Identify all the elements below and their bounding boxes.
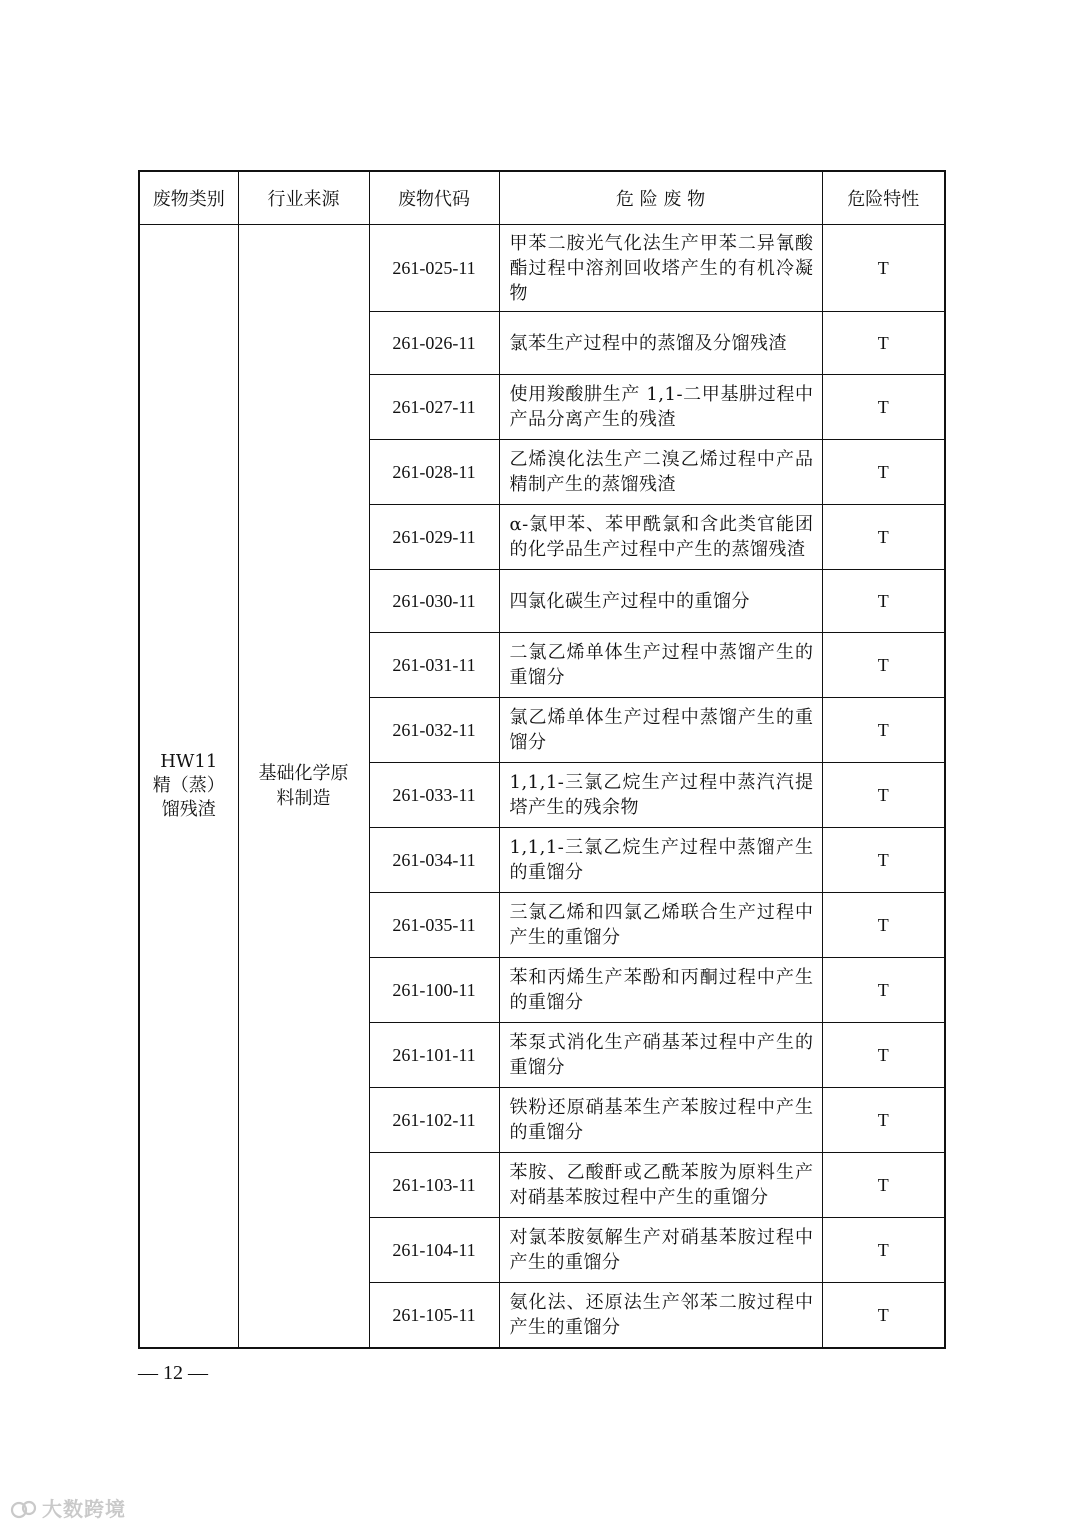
page-number: — 12 — xyxy=(138,1362,208,1384)
waste-code: 261-027-11 xyxy=(369,375,499,440)
waste-code: 261-035-11 xyxy=(369,893,499,958)
waste-code: 261-034-11 xyxy=(369,828,499,893)
hazard-characteristic: T xyxy=(822,1088,945,1153)
waste-code: 261-100-11 xyxy=(369,958,499,1023)
waste-code: 261-103-11 xyxy=(369,1153,499,1218)
source-line2: 料制造 xyxy=(276,788,331,809)
waste-code: 261-033-11 xyxy=(369,763,499,828)
watermark xyxy=(10,1493,126,1522)
hazard-characteristic: T xyxy=(822,1218,945,1283)
industry-source-cell xyxy=(238,225,369,1349)
waste-description: 二氯乙烯单体生产过程中蒸馏产生的重馏分 xyxy=(499,633,822,698)
waste-description: 苯胺、乙酸酐或乙酰苯胺为原料生产对硝基苯胺过程中产生的重馏分 xyxy=(499,1153,822,1218)
hazard-characteristic: T xyxy=(822,1283,945,1349)
waste-description: 乙烯溴化法生产二溴乙烯过程中产品精制产生的蒸馏残渣 xyxy=(499,440,822,505)
waste-description: α-氯甲苯、苯甲酰氯和含此类官能团的化学品生产过程中产生的蒸馏残渣 xyxy=(499,505,822,570)
waste-description: 四氯化碳生产过程中的重馏分 xyxy=(499,570,822,633)
waste-category-cell xyxy=(139,225,238,1349)
category-name-line1: 精（蒸） xyxy=(152,775,225,796)
waste-description: 氯乙烯单体生产过程中蒸馏产生的重馏分 xyxy=(499,698,822,763)
waste-code: 261-025-11 xyxy=(369,225,499,312)
cloud-logo-icon xyxy=(10,1499,38,1519)
hazard-characteristic: T xyxy=(822,440,945,505)
hazard-characteristic: T xyxy=(822,375,945,440)
category-name-line2: 馏残渣 xyxy=(161,799,216,820)
hazard-characteristic: T xyxy=(822,958,945,1023)
watermark-text: 大数跨境 xyxy=(42,1497,126,1521)
waste-code: 261-104-11 xyxy=(369,1218,499,1283)
header-waste: 危 险 废 物 xyxy=(499,171,822,225)
hazard-characteristic: T xyxy=(822,763,945,828)
waste-code: 261-102-11 xyxy=(369,1088,499,1153)
hazard-characteristic: T xyxy=(822,225,945,312)
waste-code: 261-028-11 xyxy=(369,440,499,505)
header-category: 废物类别 xyxy=(139,171,238,225)
waste-code: 261-031-11 xyxy=(369,633,499,698)
waste-table-container xyxy=(138,170,944,1349)
waste-code: 261-032-11 xyxy=(369,698,499,763)
waste-description: 对氯苯胺氨解生产对硝基苯胺过程中产生的重馏分 xyxy=(499,1218,822,1283)
waste-description: 使用羧酸肼生产 1,1-二甲基肼过程中产品分离产生的残渣 xyxy=(499,375,822,440)
header-hazard: 危险特性 xyxy=(822,171,945,225)
hazard-characteristic: T xyxy=(822,570,945,633)
waste-description: 苯和丙烯生产苯酚和丙酮过程中产生的重馏分 xyxy=(499,958,822,1023)
waste-description: 铁粉还原硝基苯生产苯胺过程中产生的重馏分 xyxy=(499,1088,822,1153)
waste-code: 261-105-11 xyxy=(369,1283,499,1349)
hazardous-waste-table xyxy=(138,170,946,1349)
hazard-characteristic: T xyxy=(822,698,945,763)
source-line1: 基础化学原 xyxy=(258,763,349,784)
waste-description: 1,1,1-三氯乙烷生产过程中蒸汽汽提塔产生的残余物 xyxy=(499,763,822,828)
waste-description: 三氯乙烯和四氯乙烯联合生产过程中产生的重馏分 xyxy=(499,893,822,958)
category-code: HW11 xyxy=(160,751,218,772)
waste-code: 261-026-11 xyxy=(369,312,499,375)
header-code: 废物代码 xyxy=(369,171,499,225)
waste-description: 甲苯二胺光气化法生产甲苯二异氰酸酯过程中溶剂回收塔产生的有机冷凝物 xyxy=(499,225,822,312)
hazard-characteristic: T xyxy=(822,1153,945,1218)
waste-description: 苯泵式消化生产硝基苯过程中产生的重馏分 xyxy=(499,1023,822,1088)
hazard-characteristic: T xyxy=(822,312,945,375)
hazard-characteristic: T xyxy=(822,893,945,958)
hazard-characteristic: T xyxy=(822,1023,945,1088)
waste-description: 氯苯生产过程中的蒸馏及分馏残渣 xyxy=(499,312,822,375)
waste-code: 261-101-11 xyxy=(369,1023,499,1088)
table-row xyxy=(139,225,945,312)
hazard-characteristic: T xyxy=(822,633,945,698)
waste-description: 1,1,1-三氯乙烷生产过程中蒸馏产生的重馏分 xyxy=(499,828,822,893)
table-header-row xyxy=(139,171,945,225)
waste-code: 261-029-11 xyxy=(369,505,499,570)
hazard-characteristic: T xyxy=(822,828,945,893)
waste-description: 氨化法、还原法生产邻苯二胺过程中产生的重馏分 xyxy=(499,1283,822,1349)
header-source: 行业来源 xyxy=(238,171,369,225)
hazard-characteristic: T xyxy=(822,505,945,570)
waste-code: 261-030-11 xyxy=(369,570,499,633)
